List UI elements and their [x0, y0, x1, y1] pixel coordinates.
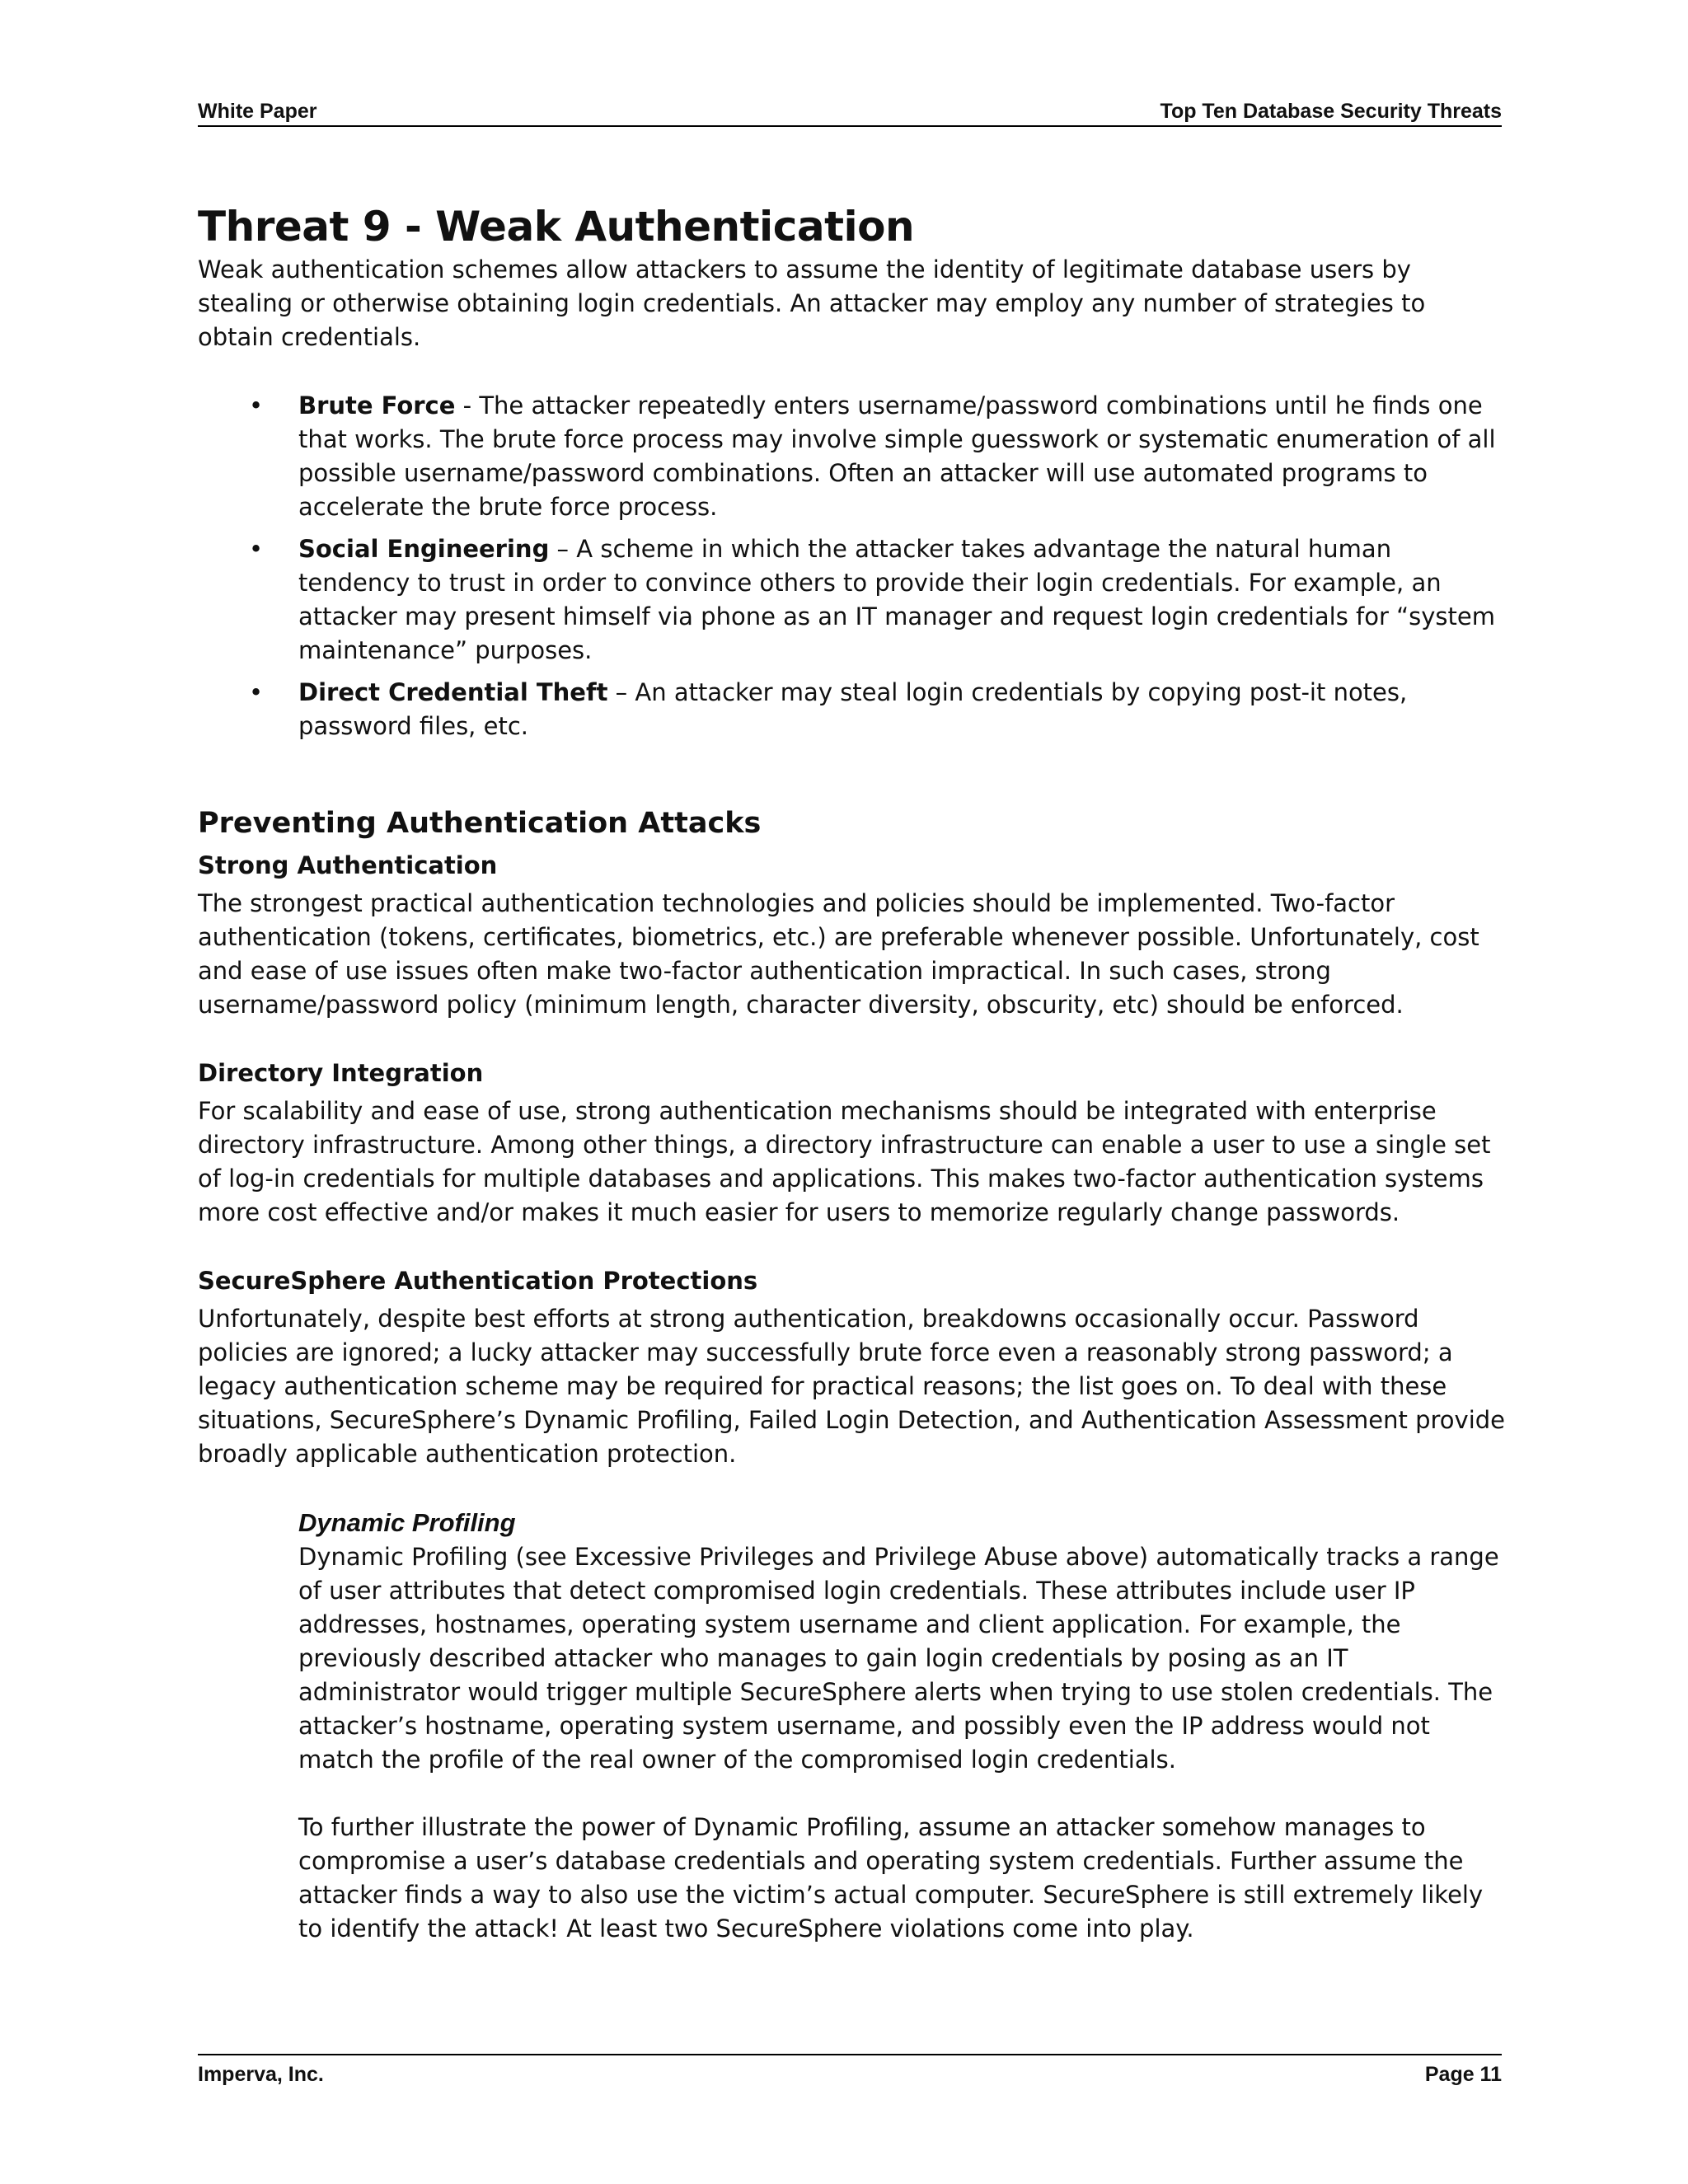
dynamic-profiling-paragraph-2: To further illustrate the power of Dynamic Profiling, assume an attacker somehow manages to compromise a user’s database credentials and operating system credentials. Further assume the attacker finds a way to also use the victim’s actual computer. SecureSphere is still extremely likely to identify the attack! At least two SecureSphere violations come into play.: [298, 1813, 1484, 1943]
bullet-icon: •: [249, 678, 264, 706]
threat-term: Brute Force: [298, 391, 456, 419]
directory-integration-paragraph: For scalability and ease of use, strong authentication mechanisms should be integrated with enterprise directory infrastructure. Among other things, a directory infrastructure can enable a user to use a single set of log-in credentials for multiple databases and applications. This makes two-factor authentication systems more cost effective and/or makes it much easier for users to memorize regularly change passwords.: [198, 1097, 1491, 1226]
footer-page-number: Page 11: [1424, 2063, 1502, 2086]
threat-description: An attacker may steal login credentials by copying post-it notes, password files, etc.: [298, 678, 1408, 740]
list-item: [198, 532, 1508, 668]
subheading-strong-authentication: Strong Authentication: [198, 851, 498, 879]
threat-separator: –: [549, 535, 577, 563]
subheading-securesphere-protections: SecureSphere Authentication Protections: [198, 1267, 758, 1295]
list-item: [198, 676, 1508, 743]
page-title: Threat 9 - Weak Authentication: [198, 203, 915, 251]
threat-list: [198, 389, 1508, 743]
dynamic-profiling-paragraph-1: Dynamic Profiling (see Excessive Privileges and Privilege Abuse above) automatically tracks a range of user attributes that detect compromised login credentials. These attributes include user IP addresses, hostnames, operating system username and client application. For example, the previously described attacker who manages to gain login credentials by posing as an IT administrator would trigger multiple SecureSphere alerts when trying to use stolen credentials. The attacker’s hostname, operating system username, and possibly even the IP address would not match the profile of the real owner of the compromised login credentials.: [298, 1543, 1499, 1774]
section-heading-preventing: Preventing Authentication Attacks: [198, 807, 762, 840]
threat-separator: –: [607, 678, 635, 706]
threat-term: Social Engineering: [298, 535, 550, 563]
page-header: [198, 99, 1502, 127]
header-doc-type: White Paper: [198, 100, 317, 123]
securesphere-protections-paragraph: Unfortunately, despite best efforts at strong authentication, breakdowns occasionally occur. Password policies are ignored; a lucky attacker may successfully brute force even a reasonably strong password; a legacy authentication scheme may be required for practical reasons; the list goes on. To deal with these situations, SecureSphere’s Dynamic Profiling, Failed Login Detection, and Authentication Assessment provide broadly applicable authentication protection.: [198, 1305, 1506, 1468]
subheading-dynamic-profiling: Dynamic Profiling: [298, 1508, 516, 1537]
list-item: [198, 389, 1508, 524]
subheading-directory-integration: Directory Integration: [198, 1059, 484, 1087]
strong-authentication-paragraph: The strongest practical authentication technologies and policies should be implemented. Two-factor authentication (tokens, certificates, biometrics, etc.) are preferable whenever possible. Unfortunately, cost and ease of use issues often make two-factor authentication impractical. In such cases, strong username/password policy (minimum length, character diversity, obscurity, etc) should be enforced.: [198, 889, 1479, 1019]
threat-description: A scheme in which the attacker takes advantage the natural human tendency to trust in order to convince others to provide their login credentials. For example, an attacker may present himself via phone as an IT manager and request login credentials for “system maintenance” purposes.: [298, 535, 1495, 664]
footer-company: Imperva, Inc.: [198, 2063, 324, 2086]
bullet-icon: •: [249, 391, 264, 419]
bullet-icon: •: [249, 535, 264, 563]
intro-paragraph: Weak authentication schemes allow attackers to assume the identity of legitimate database users by stealing or otherwise obtaining login credentials. An attacker may employ any number of strategies to obtain credentials.: [198, 255, 1426, 351]
threat-term: Direct Credential Theft: [298, 678, 608, 706]
threat-separator: -: [455, 391, 480, 419]
page-footer: [198, 2054, 1502, 2087]
page-content: [198, 202, 1508, 1946]
header-doc-title: Top Ten Database Security Threats: [1160, 100, 1502, 123]
threat-description: The attacker repeatedly enters username/password combinations until he finds one that works. The brute force process may involve simple guesswork or systematic enumeration of all possible username/password combinations. Often an attacker will use automated programs to accelerate the brute force process.: [298, 391, 1496, 521]
